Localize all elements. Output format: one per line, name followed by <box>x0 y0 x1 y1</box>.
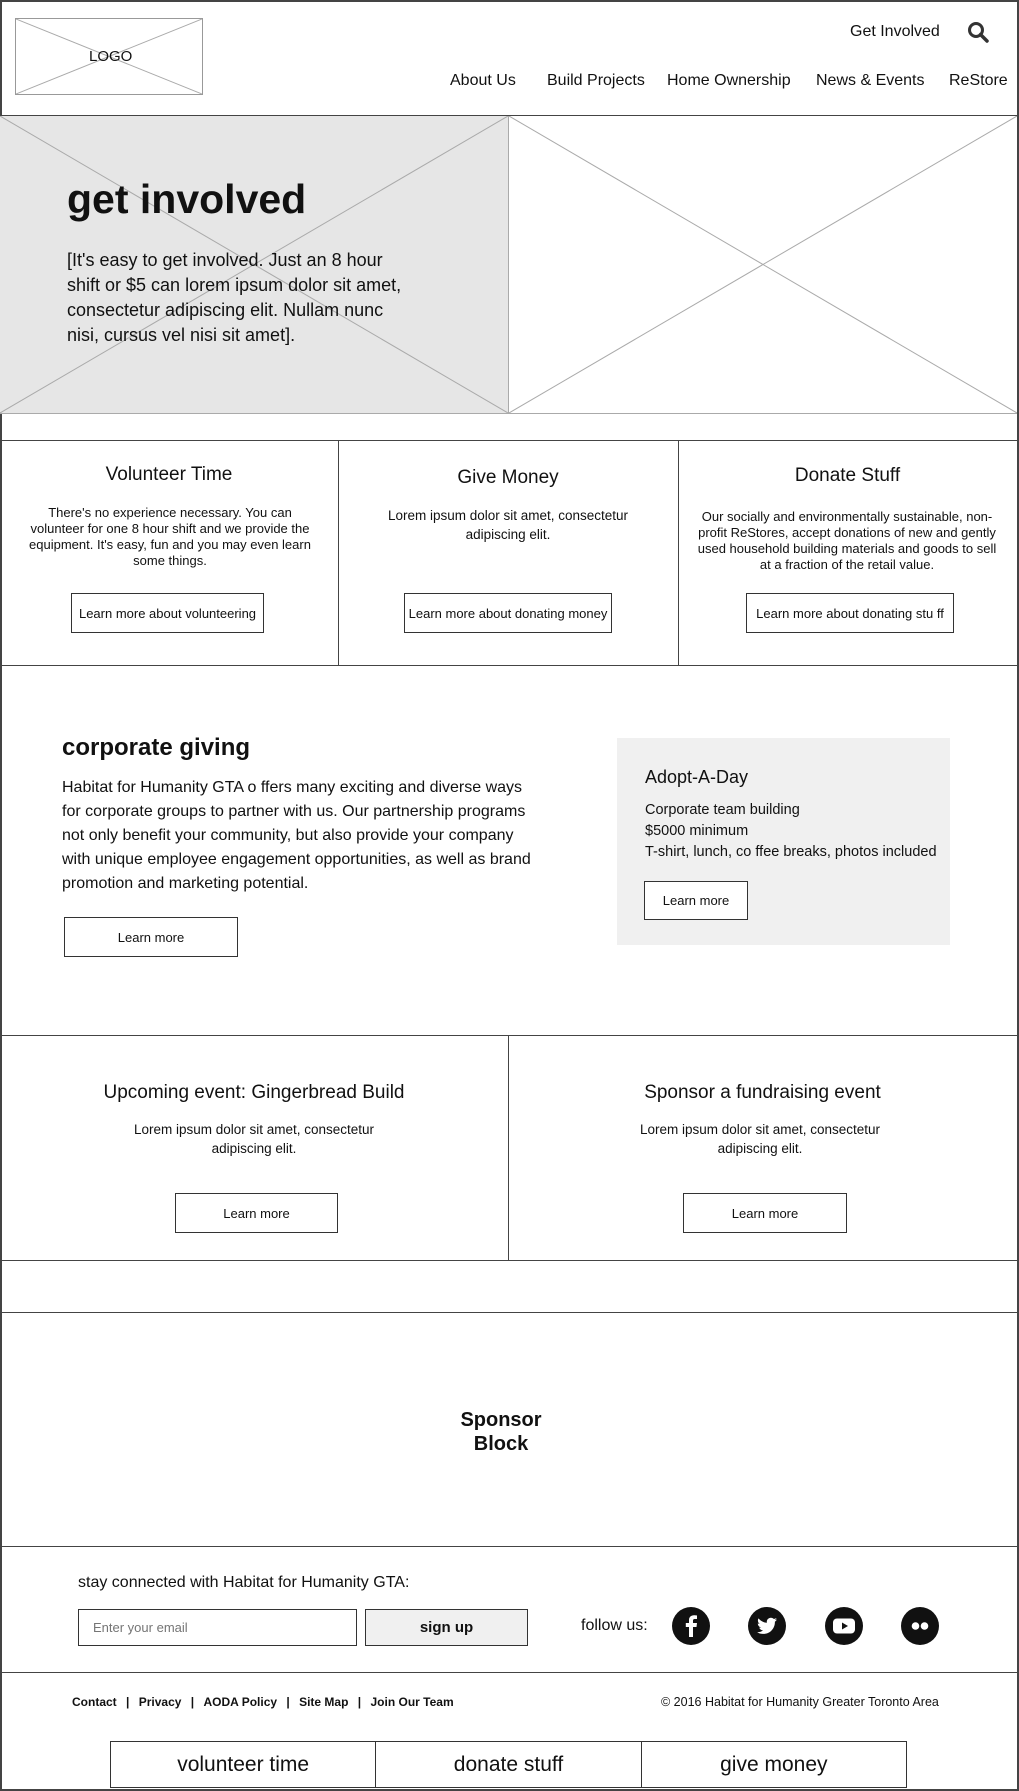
footer-links <box>72 1695 454 1709</box>
adopt-a-day-learn-more-button[interactable]: Learn more <box>644 881 748 920</box>
adopt-a-day-title: Adopt-A-Day <box>645 767 749 787</box>
sponsor-fundraising-learn-more-button[interactable]: Learn more <box>683 1193 847 1233</box>
donate-stuff-text: Our socially and environmentally sustainable, non-profit ReStores, accept donations of new and gently used household building materials and goods to sell at a fraction of the retail value. <box>697 509 997 572</box>
twitter-icon[interactable] <box>748 1607 786 1645</box>
learn-more-volunteering-button[interactable]: Learn more about volunteering <box>71 593 264 633</box>
nav-item-home-ownership[interactable]: Home Ownership <box>667 72 791 89</box>
sponsor-fundraising-title: Sponsor a fundraising event <box>644 1082 881 1103</box>
give-money-button[interactable]: give money <box>720 1752 828 1776</box>
volunteer-time-title: Volunteer Time <box>105 464 233 485</box>
follow-us-label: follow us: <box>581 1617 648 1634</box>
sponsor-block-line-2: Block <box>473 1433 529 1455</box>
footer-link-site-map[interactable]: Site Map <box>299 1695 349 1709</box>
strip-top-border <box>0 1260 1019 1261</box>
flickr-icon[interactable] <box>901 1607 939 1645</box>
newsletter-top-border <box>0 1546 1019 1547</box>
gingerbread-learn-more-button[interactable]: Learn more <box>175 1193 338 1233</box>
corporate-top-border <box>0 665 1019 666</box>
events-top-border <box>0 1035 1019 1036</box>
footer-link-privacy[interactable]: Privacy <box>138 1695 182 1709</box>
footer-top-border <box>0 1672 1019 1673</box>
corporate-learn-more-button[interactable]: Learn more <box>64 917 238 957</box>
footer-separator: | <box>190 1695 195 1709</box>
give-money-title: Give Money <box>457 467 559 488</box>
footer-separator: | <box>126 1695 130 1709</box>
email-input[interactable] <box>78 1609 357 1646</box>
youtube-icon[interactable] <box>825 1607 863 1645</box>
learn-more-donating-money-button[interactable]: Learn more about donating money <box>404 593 612 633</box>
search-icon[interactable] <box>967 21 989 43</box>
sponsor-fundraising-text: Lorem ipsum dolor sit amet, consectetur adipiscing elit. <box>639 1122 881 1156</box>
give-money-text: Lorem ipsum dolor sit amet, consectetur adipiscing elit. <box>387 508 629 542</box>
sign-up-button[interactable]: sign up <box>365 1609 528 1646</box>
bottom-action-bar <box>110 1741 907 1788</box>
gingerbread-build-text: Lorem ipsum dolor sit amet, consectetur adipiscing elit. <box>133 1122 375 1156</box>
nav-item-restore[interactable]: ReStore <box>949 72 1008 89</box>
adopt-a-day-line-3: T-shirt, lunch, co ffee breaks, photos included <box>645 844 937 860</box>
footer-separator: | <box>357 1695 362 1709</box>
footer-link-aoda-policy[interactable]: AODA Policy <box>203 1695 278 1709</box>
adopt-a-day-line-2: $5000 minimum <box>645 823 749 839</box>
copyright: © 2016 Habitat for Humanity Greater Toronto Area <box>661 1695 939 1709</box>
donate-stuff-button[interactable]: donate stuff <box>376 1742 641 1787</box>
newsletter-heading: stay connected with Habitat for Humanity GTA: <box>78 1574 410 1591</box>
events-divider <box>508 1035 509 1261</box>
learn-more-donating-stuff-button[interactable]: Learn more about donating stu ff <box>746 593 954 633</box>
nav-item-news-events[interactable]: News & Events <box>816 72 925 89</box>
adopt-a-day-card <box>617 738 950 945</box>
logo[interactable] <box>15 18 203 95</box>
corporate-giving-text: Habitat for Humanity GTA o ffers many exciting and diverse ways for corporate groups to partner with us. Our partnership programs not only benefit your community, but also provide your company with unique employee engagement opportunities, as well as brand promotion and marketing potential. <box>62 779 531 892</box>
volunteer-time-text: There's no experience necessary. You can volunteer for one 8 hour shift and we provide the equipment. It's easy, fun and you may even learn some things. <box>29 505 311 568</box>
nav-item-build-projects[interactable]: Build Projects <box>547 72 645 89</box>
get-involved-link[interactable]: Get Involved <box>850 23 940 40</box>
footer-link-join-our-team[interactable]: Join Our Team <box>370 1695 454 1709</box>
sponsor-block-line-1: Sponsor <box>460 1409 542 1431</box>
adopt-a-day-line-1: Corporate team building <box>645 802 800 818</box>
nav-item-about-us[interactable]: About Us <box>450 72 516 89</box>
sponsor-top-border <box>0 1312 1019 1313</box>
hero-title: get involved <box>67 176 307 222</box>
donate-stuff-title: Donate Stuff <box>794 465 901 486</box>
hero-image-right <box>509 116 1017 414</box>
sponsor-block <box>0 1408 1002 1456</box>
hero-text: [It's easy to get involved. Just an 8 hour shift or $5 can lorem ipsum dolor sit amet, consectetur adipiscing elit. Nullam nunc nisi, cursus vel nisi sit amet]. <box>67 250 402 345</box>
footer-link-contact[interactable]: Contact <box>72 1695 117 1709</box>
footer-separator: | <box>286 1695 290 1709</box>
facebook-icon[interactable] <box>672 1607 710 1645</box>
logo-text: LOGO <box>89 48 133 65</box>
gingerbread-build-title: Upcoming event: Gingerbread Build <box>103 1082 405 1103</box>
volunteer-time-button[interactable]: volunteer time <box>111 1742 376 1787</box>
columns-top-border <box>0 440 1019 441</box>
corporate-giving-title: corporate giving <box>62 734 251 761</box>
